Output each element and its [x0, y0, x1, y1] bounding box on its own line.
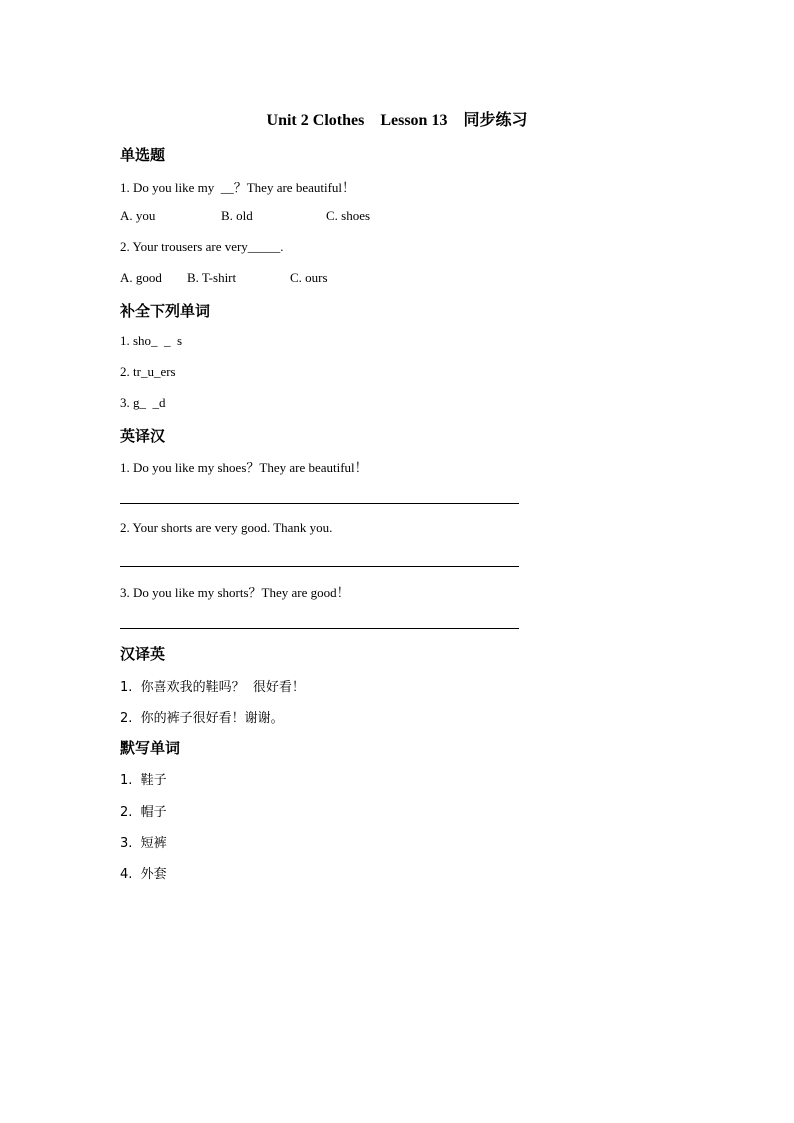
choice-question-1: 1. Do you like my __？They are beautiful！ [120, 180, 356, 195]
section-heading-complete-words: 补全下列单词 [120, 302, 211, 320]
complete-word-1: 1. sho_ _ s [120, 333, 183, 348]
translate-cn-question-2: 2. 你的裤子很好看！谢谢。 [120, 711, 284, 726]
translate-en-question-2: 2. Your shorts are very good. Thank you. [120, 520, 333, 535]
document-title: Unit 2 Clothes Lesson 13 同步练习 [266, 112, 528, 129]
section-heading-cn-to-en: 汉译英 [120, 645, 166, 663]
section-heading-single-choice: 单选题 [120, 146, 166, 164]
choice-q2-option-c: C. ours [290, 270, 328, 285]
choice-q1-option-c: C. shoes [326, 208, 371, 223]
complete-word-2: 2. tr_u_ers [120, 364, 176, 379]
translate-en-question-1: 1. Do you like my shoes？They are beautiful！ [120, 460, 368, 475]
dictation-word-3: 3. 短裤 [120, 836, 167, 851]
translate-en-question-3: 3. Do you like my shorts？They are good！ [120, 585, 350, 600]
translate-cn-question-1: 1. 你喜欢我的鞋吗？ 很好看！ [120, 680, 305, 695]
section-heading-dictation: 默写单词 [120, 739, 181, 757]
answer-line-3 [120, 628, 519, 629]
dictation-word-1: 1. 鞋子 [120, 773, 167, 788]
answer-line-2 [120, 566, 519, 567]
dictation-word-4: 4. 外套 [120, 867, 167, 882]
dictation-word-2: 2. 帽子 [120, 805, 167, 820]
section-heading-en-to-cn: 英译汉 [120, 427, 166, 445]
choice-q1-option-a: A. you [120, 208, 156, 223]
choice-question-2: 2. Your trousers are very_____. [120, 239, 284, 254]
choice-q2-option-a: A. good [120, 270, 162, 285]
choice-q1-option-b: B. old [221, 208, 253, 223]
answer-line-1 [120, 503, 519, 504]
choice-q2-option-b: B. T-shirt [187, 270, 237, 285]
complete-word-3: 3. g_ _d [120, 395, 166, 410]
